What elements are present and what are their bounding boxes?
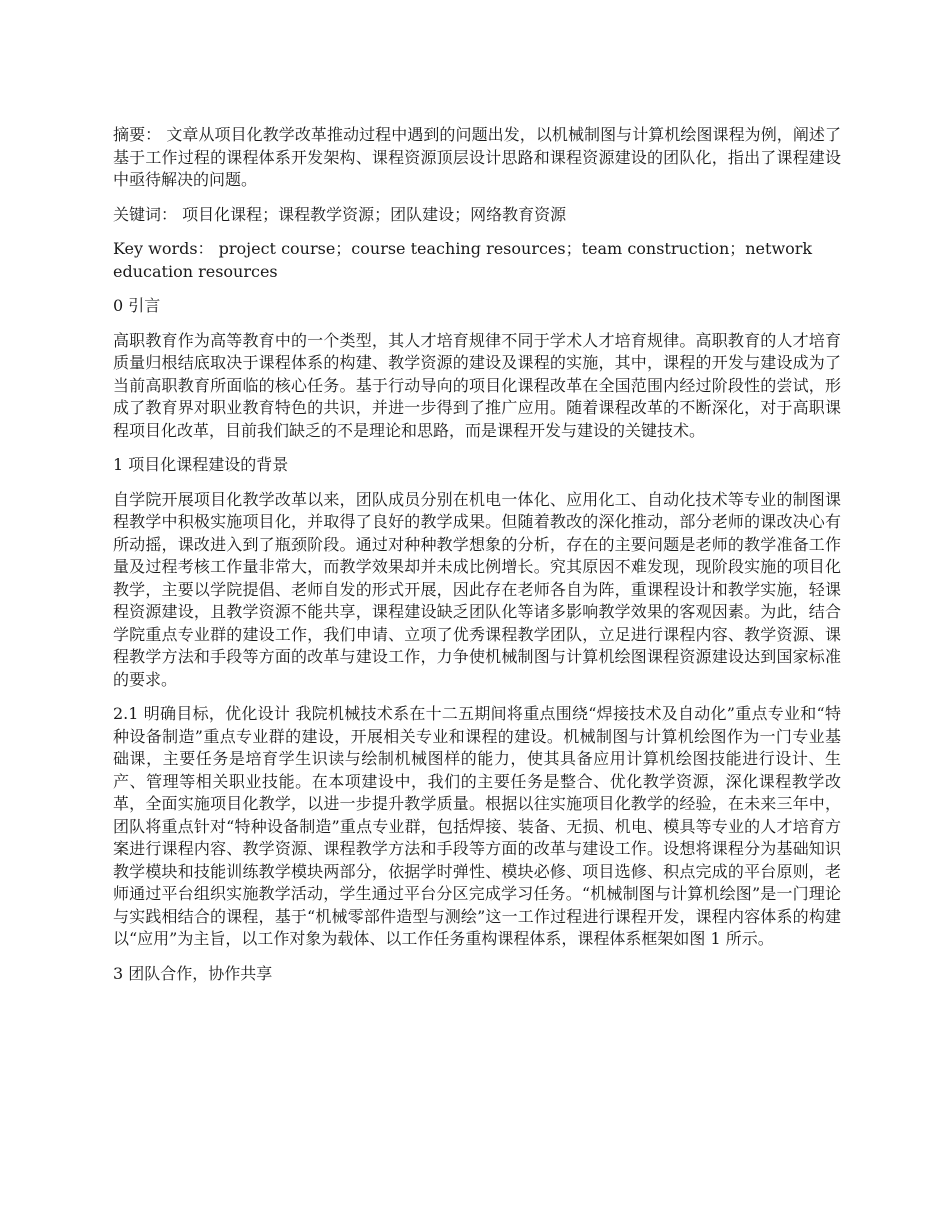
abstract-paragraph (113, 124, 841, 192)
keywords-en-text: project course；course teaching resources；team construction；network education resources (113, 239, 813, 281)
keywords-label: 关键词： (113, 204, 183, 224)
section-heading-background: 1 项目化课程建设的背景 (113, 455, 289, 474)
section-heading-introduction: 0 引言 (113, 296, 161, 315)
document-page (113, 124, 841, 997)
keywords-text: 项目化课程；课程教学资源；团队建设；网络教育资源 (182, 204, 567, 224)
introduction-paragraph: 高职教育作为高等教育中的一个类型，其人才培育规律不同于学术人才培育规律。高职教育的人才培育质量归根结底取决于课程体系的构建、教学资源的建设及课程的实施，其中，课程的开发与建设成为了当前高职教育所面临的核心任务。基于行动导向的项目化课程改革在全国范围内经过阶段性的尝试，形成了教育界对职业教育特色的共识，并进一步得到了推广应用。随着课程改革的不断深化，对于高职课程项目化改革，目前我们缺乏的不是理论和思路，而是课程开发与建设的关键技术。 (113, 330, 841, 440)
abstract-text: 文章从项目化教学改革推动过程中遇到的问题出发，以机械制图与计算机绘图课程为例，阐述了基于工作过程的课程体系开发架构、课程资源顶层设计思路和课程资源建设的团队化，指出了课程建设中亟待解决的问题。 (113, 125, 841, 189)
section-heading-teamwork: 3 团队合作，协作共享 (113, 963, 273, 983)
background-paragraph: 自学院开展项目化教学改革以来，团队成员分别在机电一体化、应用化工、自动化技术等专业的制图课程教学中积极实施项目化，并取得了良好的教学成果。但随着教改的深化推动，部分老师的课改决心有所动摇，课改进入到了瓶颈阶段。通过对种种教学想象的分析，存在的主要问题是老师的教学准备工作量及过程考核工作量非常大，而教学效果却并未成比例增长。究其原因不难发现，现阶段实施的项目化教学，主要以学院提倡、老师自发的形式开展，因此存在老师各自为阵，重课程设计和教学实施，轻课程资源建设，且教学资源不能共享，课程建设缺乏团队化等诸多影响教学效果的客观因素。为此，结合学院重点专业群的建设工作，我们申请、立项了优秀课程教学团队，立足进行课程内容、教学资源、课程教学方法和手段等方面的改革与建设工作，力争使机械制图与计算机绘图课程资源建设达到国家标准的要求。 (113, 489, 841, 689)
keywords-en-paragraph (113, 238, 841, 283)
keywords-en-label: Key words： (113, 239, 219, 258)
keywords-paragraph (113, 204, 841, 227)
goal-design-paragraph: 2.1 明确目标，优化设计 我院机械技术系在十二五期间将重点围绕“焊接技术及自动化”重点专业和“特种设备制造”重点专业群的建设，开展相关专业和课程的建设。机械制图与计算机绘图作为一门专业基础课，主要任务是培育学生识读与绘制机械图样的能力，使其具备应用计算机绘图技能进行设计、生产、管理等相关职业技能。在本项建设中，我们的主要任务是整合、优化教学资源，深化课程教学改革，全面实施项目化教学，以进一步提升教学质量。根据以往实施项目化教学的经验，在未来三年中，团队将重点针对“特种设备制造”重点专业群，包括焊接、装备、无损、机电、模具等专业的人才培育方案进行课程内容、教学资源、课程教学方法和手段等方面的改革与建设工作。设想将课程分为基础知识教学模块和技能训练教学模块两部分，依据学时弹性、模块必修、项目选修、积点完成的平台原则，老师通过平台组织实施教学活动，学生通过平台分区完成学习任务。“机械制图与计算机绘图”是一门理论与实践相结合的课程，基于“机械零部件造型与测绘”这一工作过程进行课程开发，课程内容体系的构建以“应用”为主旨，以工作对象为载体、以工作任务重构课程体系，课程体系框架如图 1 所示。 (113, 704, 841, 948)
abstract-label: 摘要： (113, 125, 167, 144)
